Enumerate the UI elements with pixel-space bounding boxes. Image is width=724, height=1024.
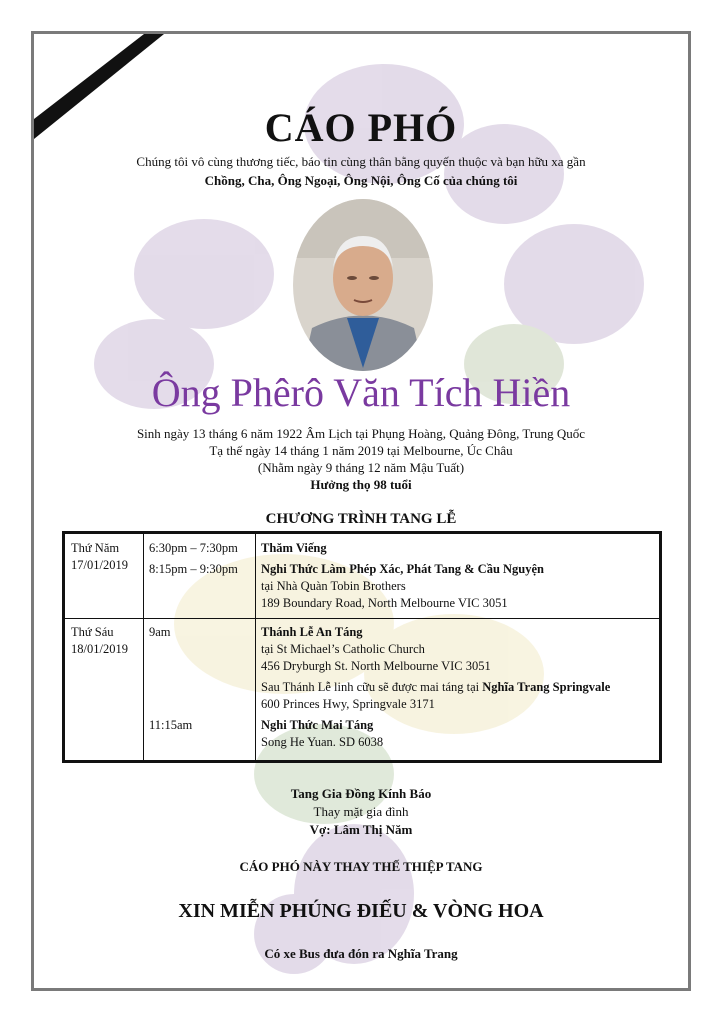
time-cell: 9am (149, 625, 171, 639)
notice-line: CÁO PHÓ NÀY THAY THẾ THIỆP TANG (239, 859, 483, 874)
family-signature: Tang Gia Đồng Kính Báo (290, 786, 432, 801)
event-cell: Thánh Lễ An Táng tại St Michael’s Catholic Church 456 Dryburgh St. North Melbourne VIC 3051 Sau Thánh Lễ linh cữu sẽ được mai táng tại Nghĩa Trang Springvale 600 Princes Hwy, Springvale 3171 Nghi Thức Mai Táng Song He Yuan. SD 6038 (261, 625, 611, 749)
death-info: Tạ thế ngày 14 tháng 1 năm 2019 tại Melbourne, Úc Châu (209, 443, 513, 458)
day-cell: Thứ Năm 17/01/2019 (71, 541, 128, 572)
birth-info: Sinh ngày 13 tháng 6 năm 1922 Âm Lịch tại Phụng Hoàng, Quảng Đông, Trung Quốc (136, 426, 586, 441)
portrait-photo (292, 198, 434, 372)
bus-line: Có xe Bus đưa đón ra Nghĩa Trang (264, 946, 458, 961)
schedule-title: CHƯƠNG TRÌNH TANG LỄ (265, 511, 457, 527)
no-flowers-line: XIN MIỄN PHÚNG ĐIẾU & VÒNG HOA (178, 900, 544, 922)
on-behalf-line: Thay mặt gia đình (313, 804, 409, 819)
event-cell: Thăm Viếng Nghi Thức Làm Phép Xác, Phát Tang & Cầu Nguyện tại Nhà Quàn Tobin Brothers 189 Boundary Road, North Melbourne VIC 3051 (261, 541, 545, 610)
age-info: Hưởng thọ 98 tuổi (310, 477, 412, 492)
table-row (65, 534, 659, 619)
time-cell: 11:15am (149, 718, 193, 732)
relation-line: Chồng, Cha, Ông Ngoại, Ông Nội, Ông Cố của chúng tôi (204, 173, 518, 188)
day-cell: Thứ Sáu 18/01/2019 (71, 625, 128, 656)
table-row (65, 618, 659, 760)
schedule-table (62, 531, 662, 763)
obituary-page (31, 31, 691, 991)
lunar-date: (Nhằm ngày 9 tháng 12 năm Mậu Tuất) (257, 460, 465, 475)
deceased-name: Ông Phêrô Văn Tích Hiền (151, 370, 571, 415)
intro-line: Chúng tôi vô cùng thương tiếc, báo tin cùng thân bằng quyến thuộc và bạn hữu xa gần (136, 154, 586, 169)
page-title: CÁO PHÓ (264, 105, 458, 150)
cemetery-name: Nghĩa Trang Springvale (482, 680, 611, 694)
time-cell: 6:30pm – 7:30pm 8:15pm – 9:30pm (149, 541, 238, 576)
wife-name: Vợ: Lâm Thị Năm (309, 822, 413, 837)
